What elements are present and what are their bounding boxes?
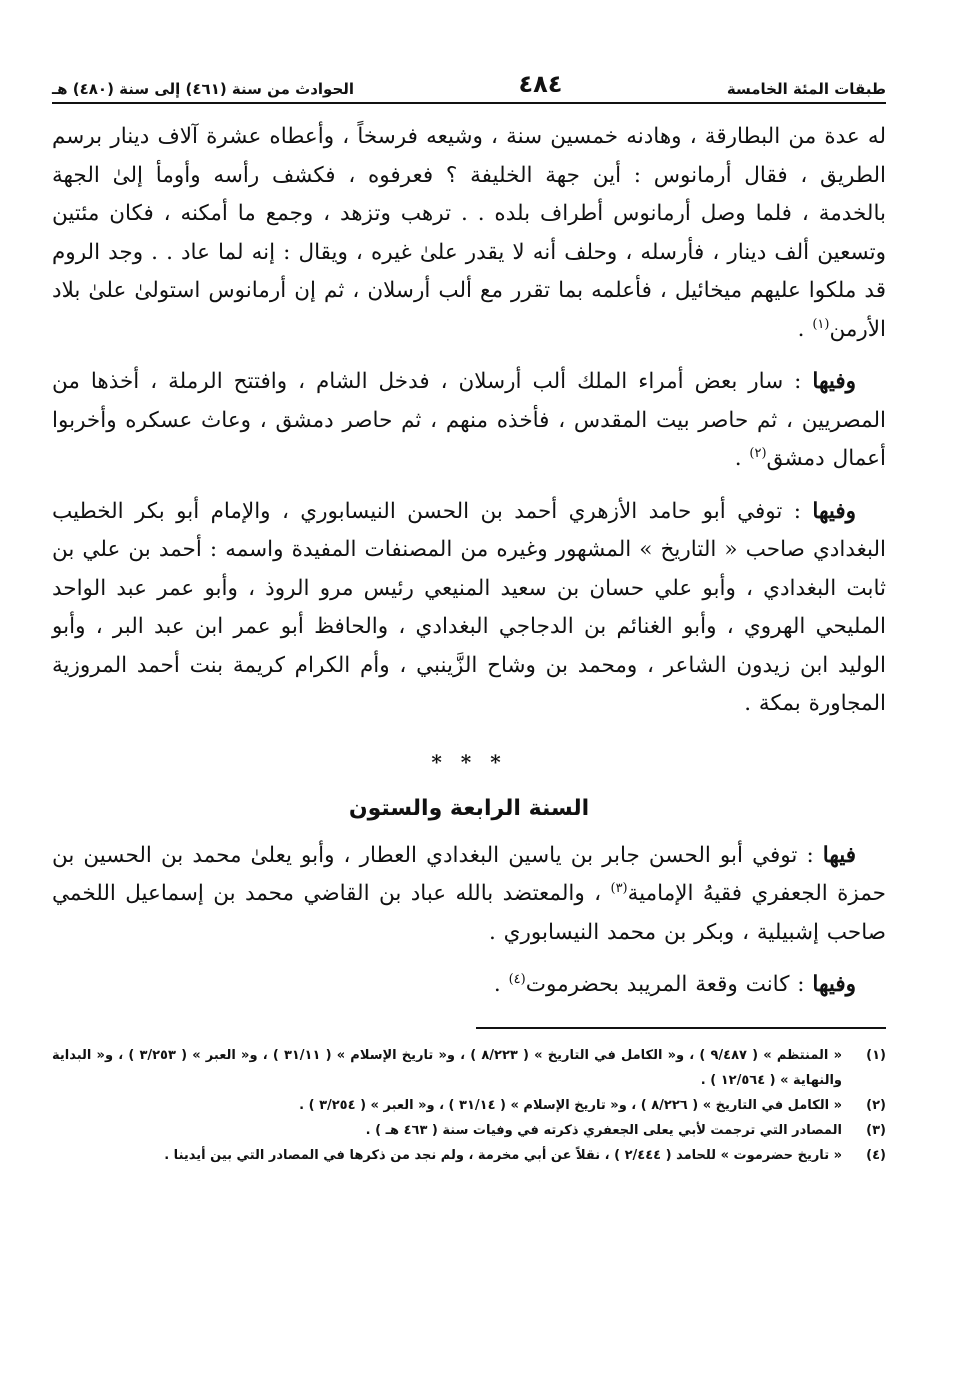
footnote-number: (٣)	[866, 1122, 886, 1138]
footnote-1	[52, 1043, 886, 1093]
footnote-3	[52, 1118, 886, 1143]
footnote-ref-2[interactable]: (٢)	[749, 445, 767, 461]
footnotes	[52, 1043, 886, 1168]
header-book-title: طبقات المئة الخامسة	[726, 80, 886, 98]
footnote-ref-3[interactable]: (٣)	[610, 880, 628, 896]
footnote-number: (١)	[866, 1047, 886, 1063]
paragraph-hadramawt: وفيها : كانت وقعة المريبد بحضرموت$^{(٤)}$ .	[493, 971, 856, 997]
paragraph-deaths-463: وفيها : توفي أبو حامد الأزهري أحمد بن الحسن النيسابوري ، والإمام أبو بكر الخطيب البغدادي صاحب « التاريخ » المشهور وغيره من المصنفات المفيدة واسمه : أحمد بن علي بن ثابت البغدادي ، وأبو علي حسان بن سعيد المنيعي رئيس مرو الروذ ، وأبو عمر عبد الواحد المليحي الهروي ، وأبو الغنائم بن الدجاجي البغدادي ، والحافظ أبو عمر ابن عبد البر ، وأبو الوليد ابن زيدون الشاعر ، ومحمد بن وشاح الزَّينبي ، وأم الكرام كريمة بنت أحمد المروزية المجاورة بمكة .	[52, 498, 886, 716]
paragraph-syria-campaign: وفيها : سار بعض أمراء الملك ألب أرسلان ، فدخل الشام ، وافتتح الرملة ، أخذها من المصريين ، ثم حاصر بيت المقدس ، فأخذه منهم ، ثم حاصر دمشق ، وعاث عسكره وأخربوا أعمال دمشق$^{(٢)}$ .	[52, 369, 886, 471]
footnote-text: « تاريخ حضرموت » للحامد ( ٢/٤٤٤ ) ، نقلاً عن أبي مخرمة ، ولم نجد من ذكرها في المصادر التي بين أيدينا .	[164, 1147, 842, 1163]
paragraph-lead: فيها	[822, 842, 856, 868]
footnote-ref-1[interactable]: (١)	[812, 316, 830, 332]
footnote-ref-4[interactable]: (٤)	[508, 971, 526, 987]
paragraph-lead: وفيها	[812, 972, 856, 997]
section-separator: * * *	[431, 749, 507, 774]
footnote-number: (٤)	[866, 1147, 886, 1163]
footnote-2	[52, 1093, 886, 1118]
footnote-text: المصادر التي ترجمت لأبي يعلى الجعفري ذكرته في وفيات سنة ( ٤٦٣ هـ ) .	[365, 1122, 842, 1138]
paragraph-deaths-464: فيها : توفي أبو الحسن جابر بن ياسين البغدادي العطار ، وأبو يعلىٰ محمد بن الحسين بن حمزة الجعفري فقيهُ الإمامية$^{(٣)}$ ، والمعتضد بالله عباد بن القاضي محمد بن إسماعيل اللخمي صاحب إشبيلية ، وبكر بن محمد النيسابوري .	[52, 842, 886, 945]
footnote-number: (٢)	[866, 1097, 886, 1113]
footnote-4	[52, 1143, 886, 1168]
footnote-text: « الكامل في التاريخ » ( ٨/٢٢٦ ) ، و« تاريخ الإسلام » ( ٣١/١٤ ) ، و« العبر » ( ٣/٢٥٤ ) .	[299, 1097, 842, 1113]
paragraph-armanus: له عدة من البطارقة ، وهادنه خمسين سنة ، وشيعه فرسخاً ، وأعطاه عشرة آلاف دينار برسم الطريق ، فقال أرمانوس : أين جهة الخليفة ؟ فعرفوه ، فكشف رأسه وأومأ إلىٰ الجهة بالخدمة ، فلما وصل أرمانوس أطراف بلده . . ترهب وتزهد ، وجمع ما أمكنه ، فكان مئتين وتسعين ألف دينار ، فأرسله ، وحلف أنه لا يقدر علىٰ غيره ، ويقال : إنه لما عاد . . وجد الروم قد ملكوا عليهم ميخائيل ، فأعلمه بما تقرر مع ألب أرسلان ، ثم إن أرمانوس استولىٰ علىٰ بلاد الأرمن$^{(١)}$ .	[52, 124, 886, 342]
book-page	[52, 66, 886, 1168]
running-header	[52, 66, 886, 104]
footnote-divider	[476, 1027, 886, 1029]
main-text	[52, 118, 886, 1005]
header-chapter-range: الحوادث من سنة (٤٦١) إلى سنة (٤٨٠) هـ	[52, 80, 355, 98]
section-title: السنة الرابعة والستون	[348, 795, 590, 821]
page-number: ٤٨٤	[518, 70, 563, 98]
paragraph-lead: وفيها	[812, 369, 856, 394]
footnote-text: « المنتظم » ( ٩/٤٨٧ ) ، و« الكامل في التاريخ » ( ٨/٢٢٣ ) ، و« تاريخ الإسلام » ( ٣١/١١ ) ، و« العبر » ( ٣/٢٥٣ ) ، و« البداية والنهاية » ( ١٢/٥٦٤ ) .	[52, 1047, 842, 1088]
paragraph-lead: وفيها	[812, 498, 856, 524]
